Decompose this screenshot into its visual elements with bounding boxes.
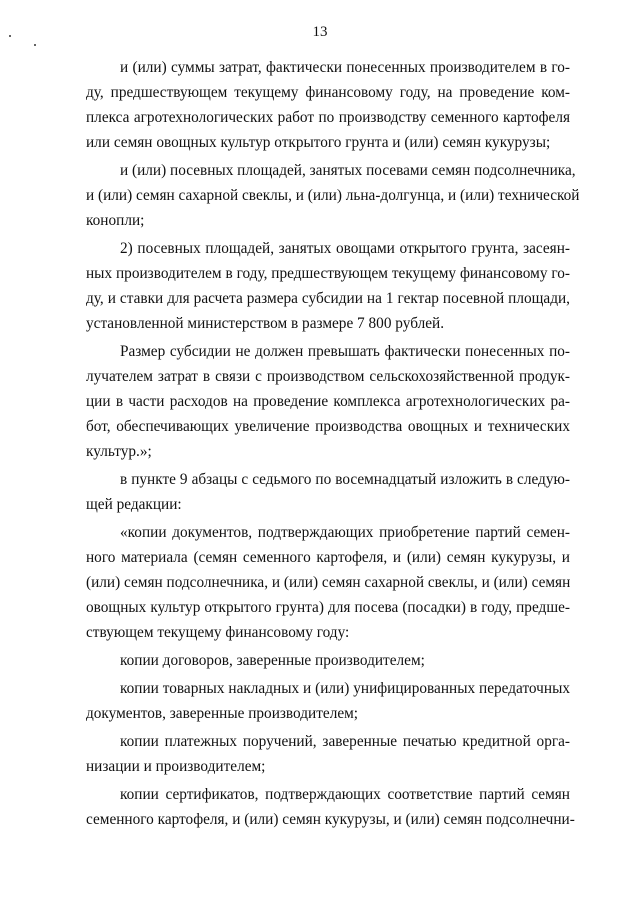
text-line: низации и производителем; [86, 758, 266, 775]
text-line: копии платежных поручений, заверенные печатью кредитной орга- [120, 733, 570, 750]
text-line: лучателем затрат в связи с производством сельскохозяйственной продук- [86, 368, 570, 385]
text-line: и (или) посевных площадей, занятых посевами семян подсолнечника, [120, 162, 576, 179]
text-line: Размер субсидии не должен превышать фактически понесенных по- [120, 343, 570, 360]
paragraph [86, 729, 570, 779]
text-line: копии товарных накладных и (или) унифицированных передаточных [120, 680, 570, 697]
paragraph [86, 55, 570, 155]
text-line: плекса агротехнологических работ по производству семенного картофеля [86, 109, 570, 126]
text-line: документов, заверенные производителем; [86, 705, 359, 722]
paragraph [86, 158, 580, 233]
text-line: копии сертификатов, подтверждающих соответствие партий семян [120, 786, 570, 803]
paragraph [86, 339, 570, 464]
scan-speck [34, 44, 36, 46]
paragraph [86, 467, 570, 517]
text-line: культур.»; [86, 443, 152, 460]
text-line: копии договоров, заверенные производителем; [120, 652, 425, 669]
text-line: и (или) семян сахарной свеклы, и (или) льна-долгунца, и (или) технической [86, 187, 580, 204]
text-line: (или) семян подсолнечника, и (или) семян сахарной свеклы, и (или) семян [86, 574, 571, 591]
page-number: 13 [312, 24, 328, 40]
text-line: ции в части расходов на проведение комплекса агротехнологических ра- [86, 393, 570, 410]
paragraph [86, 648, 570, 673]
scan-speck [9, 35, 11, 37]
paragraph [86, 782, 575, 832]
paragraph [86, 676, 570, 726]
text-line: в пункте 9 абзацы с седьмого по восемнадцатый изложить в следую- [120, 471, 570, 488]
text-line: ду, и ставки для расчета размера субсидии на 1 гектар посевной площади, [86, 290, 570, 307]
text-line: ного материала (семян семенного картофеля, и (или) семян кукурузы, и [86, 549, 570, 566]
document-body [86, 55, 580, 832]
text-line: «копии документов, подтверждающих приобретение партий семен- [120, 524, 570, 541]
text-line: ствующем текущему финансовому году: [86, 624, 350, 641]
text-line: конопли; [86, 212, 145, 229]
text-line: и (или) суммы затрат, фактически понесенных производителем в го- [120, 59, 570, 76]
text-line: овощных культур открытого грунта) для посева (посадки) в году, предше- [86, 599, 570, 616]
text-line: семенного картофеля, и (или) семян кукурузы, и (или) семян подсолнечни- [86, 811, 575, 828]
text-line: установленной министерством в размере 7 800 рублей. [86, 315, 445, 332]
paragraph [86, 520, 570, 645]
text-line: бот, обеспечивающих увеличение производства овощных и технических [86, 418, 570, 435]
paragraph [86, 236, 570, 336]
text-line: 2) посевных площадей, занятых овощами открытого грунта, засеян- [120, 240, 570, 257]
text-line: щей редакции: [86, 496, 182, 513]
text-line: или семян овощных культур открытого грунта и (или) семян кукурузы; [86, 134, 551, 151]
text-line: ду, предшествующем текущему финансовому году, на проведение ком- [86, 84, 570, 101]
text-line: ных производителем в году, предшествующем текущему финансовому го- [86, 265, 570, 282]
